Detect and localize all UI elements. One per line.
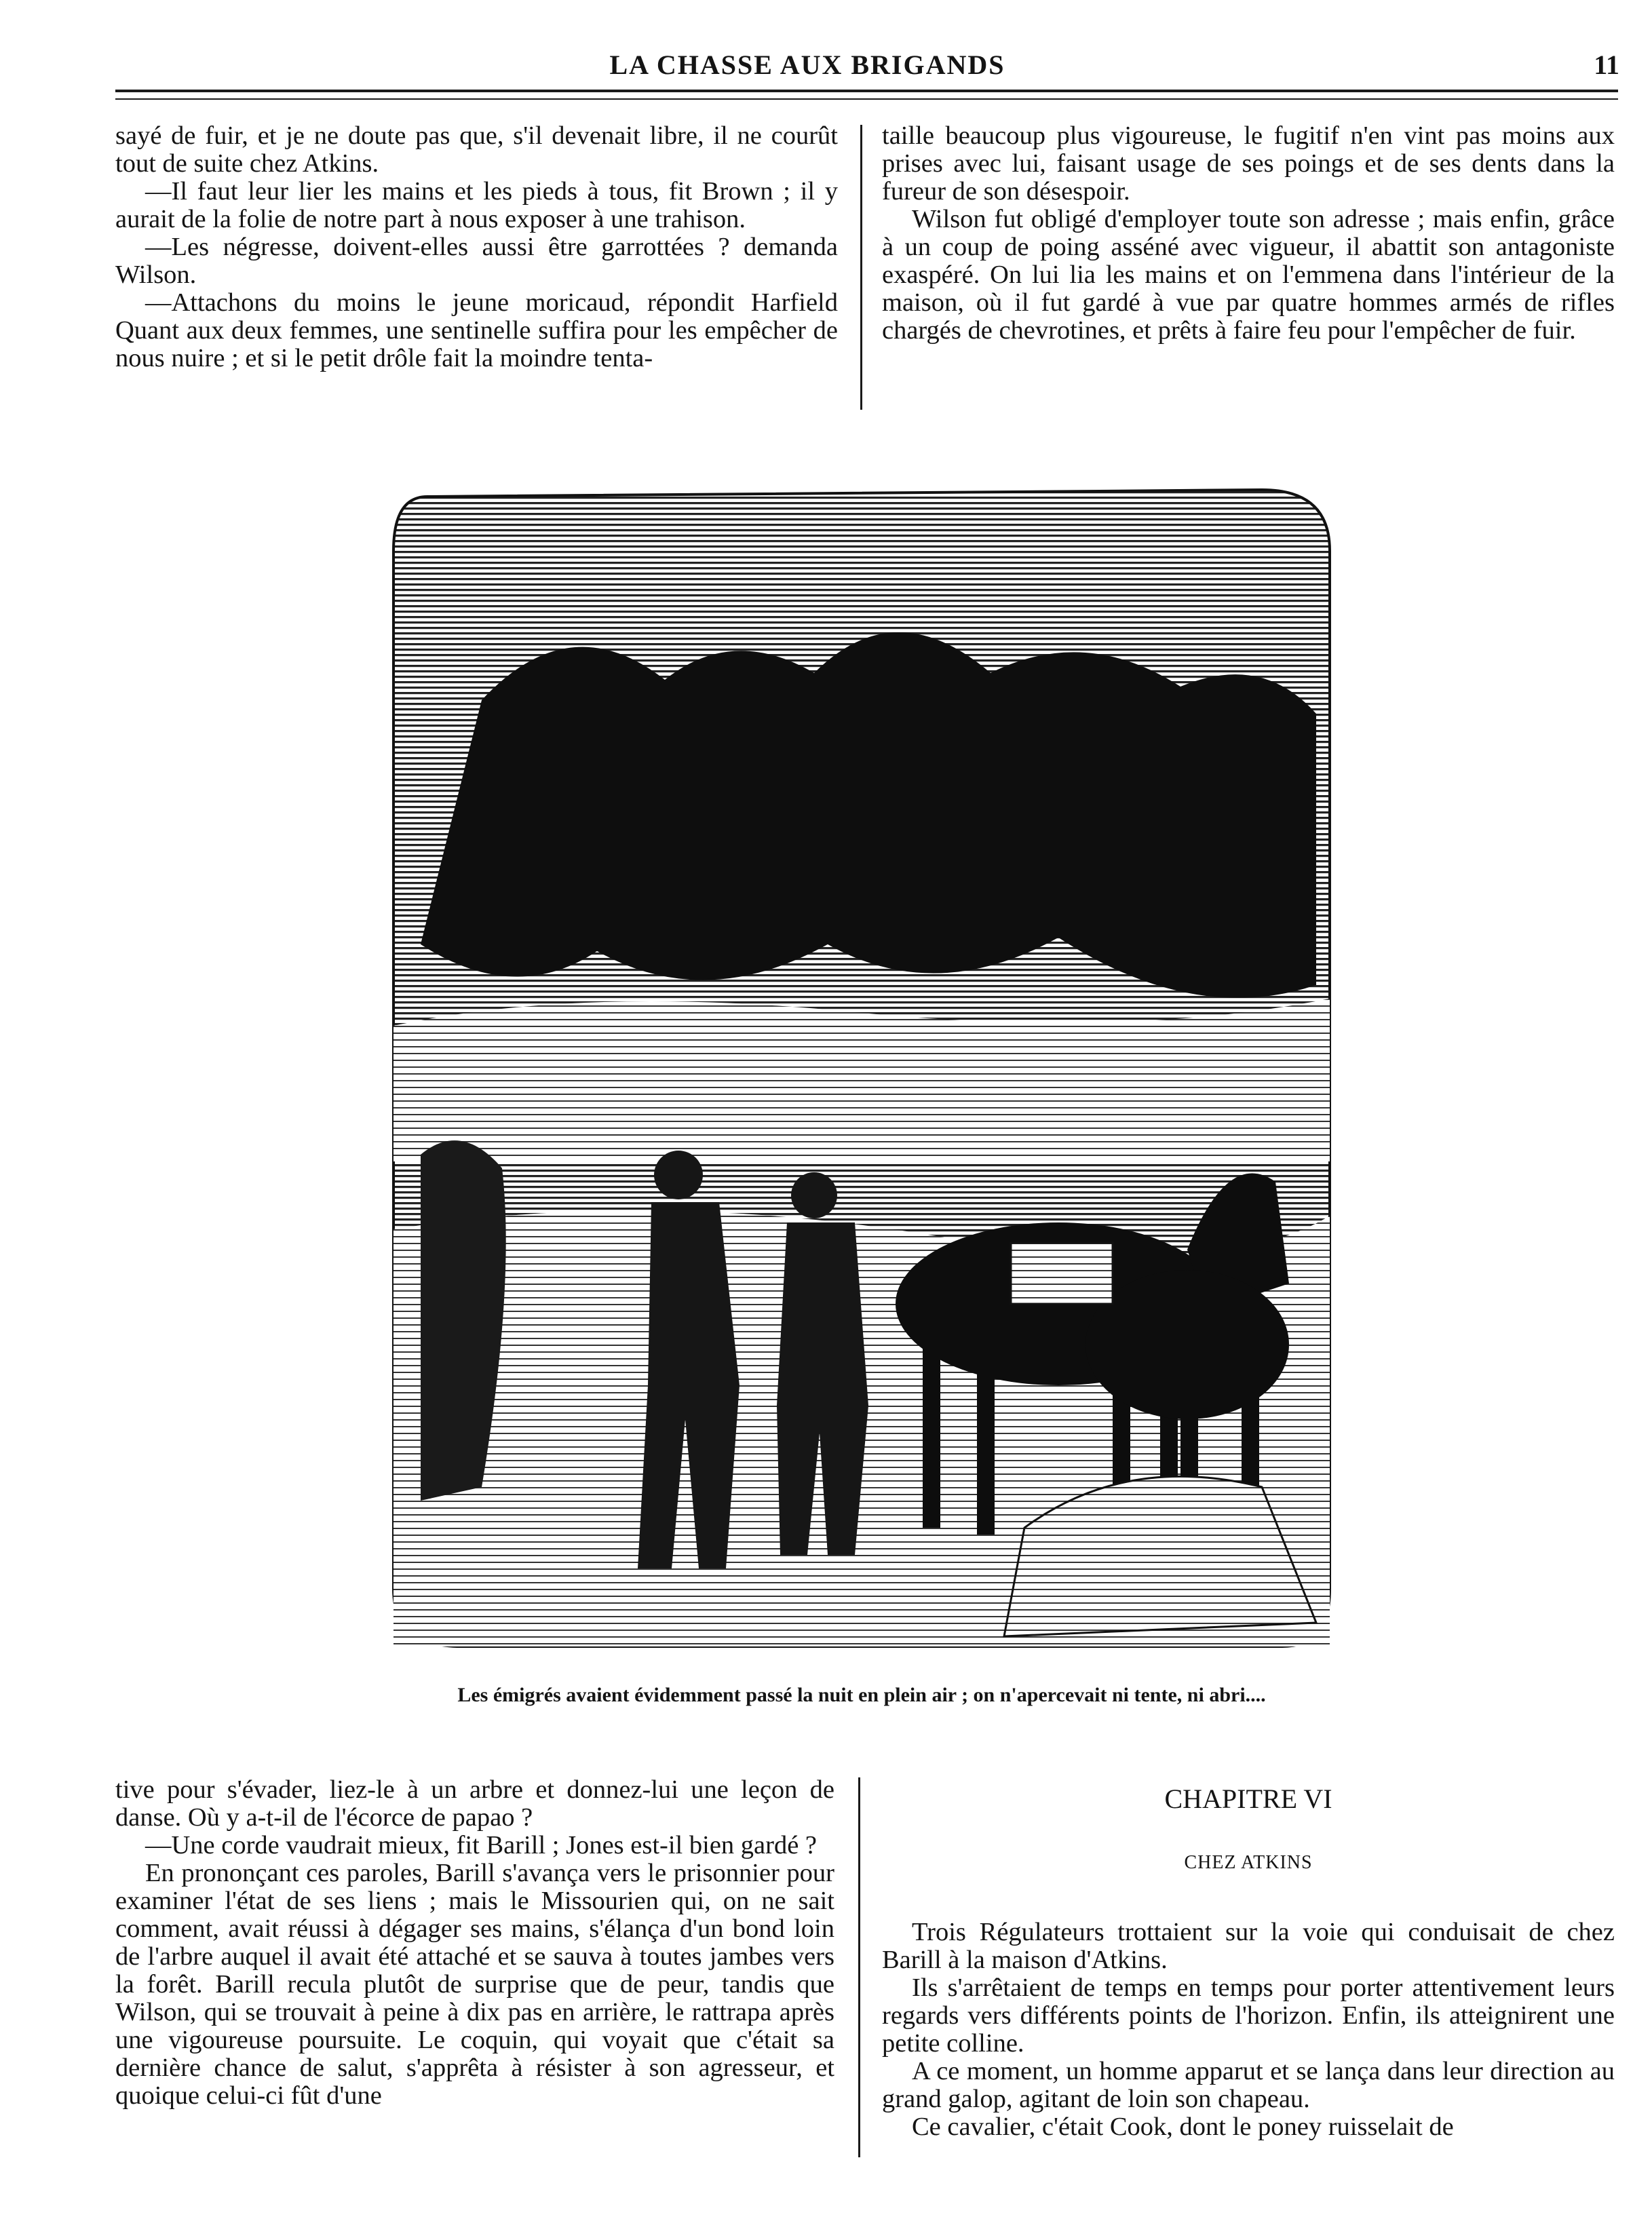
page-number: 11	[1594, 50, 1619, 80]
running-title: LA CHASSE AUX BRIGANDS	[609, 50, 1005, 80]
paragraph: —Les négresse, doivent-elles aussi être garrottées ? demanda Wilson.	[115, 233, 838, 289]
paragraph: taille beaucoup plus vigoureuse, le fugitif n'en vint pas moins aux prises avec lui, faisant usage de ses poings et de ses dents dans la fureur de son désespoir.	[882, 121, 1615, 206]
bottom-left-column	[115, 1776, 834, 2110]
column-divider	[860, 125, 862, 410]
paragraph: —Attachons du moins le jeune moricaud, répondit Harfield Quant aux deux femmes, une sentinelle suffira pour les empêcher de nous nuire ; et si le petit drôle fait la moindre tenta-	[115, 288, 838, 372]
paragraph: A ce moment, un homme apparut et se lança dans leur direction au grand galop, agitant de loin son chapeau.	[882, 2057, 1615, 2113]
paragraph: Trois Régulateurs trottaient sur la voie qui conduisait de chez Barill à la maison d'Atkins.	[882, 1918, 1615, 1974]
paragraph: Ce cavalier, c'était Cook, dont le poney ruisselait de	[912, 2113, 1454, 2141]
chapter-title: CHAPITRE VI	[1164, 1784, 1332, 1814]
header-rule-thin	[115, 98, 1618, 100]
illustration-caption: Les émigrés avaient évidemment passé la nuit en plein air ; on n'apercevait ni tente, ni abri....	[457, 1684, 1266, 1706]
paragraph: sayé de fuir, et je ne doute pas que, s'il devenait libre, il ne courût tout de suite chez Atkins.	[115, 121, 838, 178]
top-left-column	[115, 122, 838, 372]
header-rule-thick	[115, 90, 1618, 92]
engraving-illustration	[380, 469, 1343, 1667]
paragraph: tive pour s'évader, liez-le à un arbre et donnez-lui une leçon de danse. Où y a-t-il de l'écorce de papao ?	[115, 1775, 834, 1832]
paragraph: Ils s'arrêtaient de temps en temps pour porter attentivement leurs regards vers différents points de l'horizon. Enfin, ils atteignirent une petite colline.	[882, 1973, 1615, 2058]
paragraph: Wilson fut obligé d'employer toute son adresse ; mais enfin, grâce à un coup de poing asséné avec vigueur, il abattit son antagoniste exaspéré. On lui lia les mains et on l'emmena dans l'intérieur de la maison, où il fut gardé à vue par quatre hommes armés de rifles chargés de chevrotines, et prêts à faire feu pour l'empêcher de fuir.	[882, 205, 1615, 345]
top-right-column	[882, 122, 1615, 345]
paragraph: —Une corde vaudrait mieux, fit Barill ; Jones est-il bien gardé ?	[145, 1831, 818, 1859]
chapter-subtitle: CHEZ ATKINS	[1184, 1852, 1313, 1873]
paragraph: —Il faut leur lier les mains et les pieds à tous, fit Brown ; il y aurait de la folie de notre part à nous exposer à une trahison.	[115, 177, 838, 233]
bottom-right-column	[882, 1919, 1615, 2141]
column-divider	[858, 1777, 860, 2157]
paragraph: En prononçant ces paroles, Barill s'avança vers le prisonnier pour examiner l'état de ses liens ; mais le Missourien qui, on ne sait comment, avait réussi à dégager ses mains, s'élança d'un bond loin de l'arbre auquel il avait été attaché et se sauva à toutes jambes vers la forêt. Barill recula plutôt de surprise que de peur, tandis que Wilson, qui se trouvait à peine à dix pas en arrière, le rattrapa après une vigoureuse poursuite. Le coquin, qui voyait que c'était sa dernière chance de salut, s'apprêta à résister à son agresseur, et quoique celui-ci fût d'une	[115, 1859, 834, 2110]
